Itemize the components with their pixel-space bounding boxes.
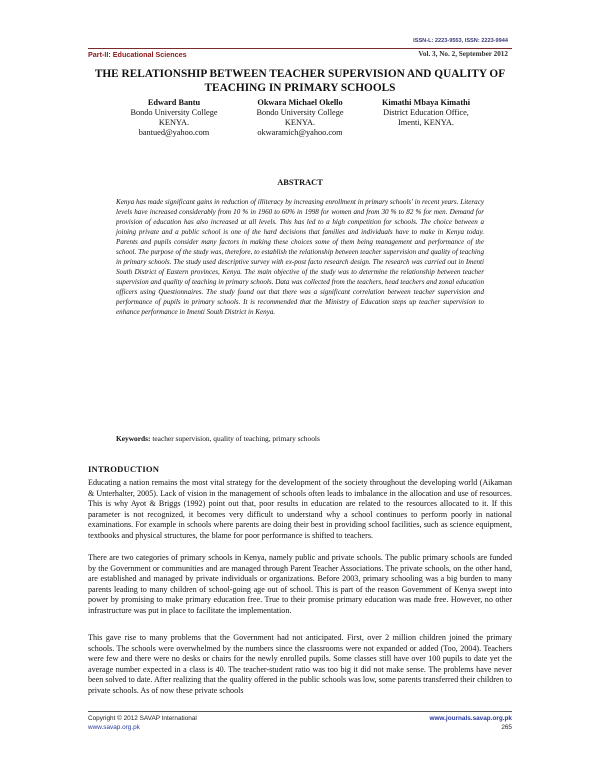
author-block bbox=[118, 98, 482, 144]
copyright-text: Copyright © 2012 SAVAP International bbox=[88, 715, 197, 722]
footer-right bbox=[429, 714, 512, 732]
journal-link[interactable]: www.journals.savap.org.pk bbox=[429, 715, 512, 722]
author-name: Okwara Michael Okello bbox=[257, 98, 343, 107]
introduction-heading: INTRODUCTION bbox=[88, 464, 160, 474]
author-3 bbox=[370, 98, 482, 128]
author-1 bbox=[118, 98, 230, 138]
running-header bbox=[88, 38, 512, 62]
author-name: Kimathi Mbaya Kimathi bbox=[381, 98, 471, 107]
author-country: KENYA. bbox=[158, 118, 190, 127]
keywords-text: teacher supervision, quality of teaching, primary schools bbox=[150, 434, 320, 443]
keywords-line bbox=[116, 434, 484, 443]
author-2 bbox=[240, 98, 360, 138]
header-rule bbox=[88, 48, 512, 49]
keywords-label: Keywords: bbox=[116, 434, 151, 443]
body-paragraph: There are two categories of primary schools in Kenya, namely public and private schools. The public primary schools are funded by the Government or communities and are managed through Parent Teacher Associations. The private schools, on the other hand, are established and managed by private individuals or organizations. Before 2003, primary schooling was a big burden to many parents leading to many children of school-going age out of school. This is part of the reason Government of Kenya swept into power by promising to make primary education free. True to their promise primary education was made free. However, no other infrastructure was put in place to facilitate the implementation. bbox=[88, 553, 512, 615]
page-number: 265 bbox=[501, 724, 512, 731]
savap-link[interactable]: www.savap.org.pk bbox=[88, 724, 140, 731]
abstract-heading: ABSTRACT bbox=[277, 178, 323, 187]
volume-label: Vol. 3, No. 2, September 2012 bbox=[418, 50, 508, 58]
author-affiliation: District Education Office, bbox=[383, 108, 469, 117]
author-email[interactable]: okwaramich@yahoo.com bbox=[257, 128, 343, 137]
author-country: Imenti, KENYA. bbox=[398, 118, 454, 127]
issn-text: ISSN-L: 2223-9553, ISSN: 2223-9944 bbox=[413, 38, 508, 44]
author-affiliation: Bondo University College bbox=[256, 108, 344, 117]
author-email[interactable]: bantued@yahoo.com bbox=[138, 128, 210, 137]
author-country: KENYA. bbox=[284, 118, 316, 127]
author-affiliation: Bondo University College bbox=[130, 108, 218, 117]
abstract-text: Kenya has made significant gains in reduction of illiteracy by increasing enrollment in primary schools' in recent years. Literacy levels have increased considerably from 10 % in 1960 to 60% in 1998 for women and from 30 % to 82 % for men. Demand for provision of education has also increased at all levels. This has led to a high competition for schools. The choice between a joining private and a public school is one of the hard decisions that families and individuals have to make in Kenya today. Parents and pupils consider many factors in making these choices some of them being management and performance of the school. The purpose of the study was, therefore, to establish the relationship between teacher supervision and quality of teaching in primary schools. The study used descriptive survey with ex-post facto research design. The research was carried out in Imenti South District of Eastern provinces, Kenya. The main objective of the study was to determine the relationship between teacher supervision and quality of teaching in primary schools. Data was collected from the teachers, head teachers and zonal education officers using Questionnaires. The study found out that there was a significant correlation between teacher supervision and performance of pupils in primary schools. It is recommended that the Ministry of Education steps up teacher supervision to enhance performance in Imenti South District in Kenya. bbox=[116, 198, 484, 316]
section-label: Part-II: Educational Sciences bbox=[88, 50, 187, 59]
footer-left bbox=[88, 714, 197, 732]
author-name: Edward Bantu bbox=[147, 98, 201, 107]
body-paragraph: Educating a nation remains the most vital strategy for the development of the society throughout the developing world (Aikaman & Unterhalter, 2005). Lack of vision in the management of schools often leads to imbalance in the allocation and use of resources. This is why Ayot & Briggs (1992) point out that, poor results in education are related to the resources allocated to it. If this parameter is not recognized, it becomes very difficult to understand why a school continues to perform poorly in national examinations. For example in schools where parents are doing their best in providing school facilities, such as science equipment, textbooks and physical structures, the blame for poor performance is shifted to teachers. bbox=[88, 478, 512, 540]
footer-rule bbox=[88, 711, 512, 712]
paper-title: THE RELATIONSHIP BETWEEN TEACHER SUPERVISION AND QUALITY OF TEACHING IN PRIMARY SCHOOLS bbox=[94, 68, 506, 94]
body-paragraph: This gave rise to many problems that the Government had not anticipated. First, over 2 million children joined the primary schools. The schools were overwhelmed by the numbers since the classrooms were not expanded or added (Too, 2004). Teachers were few and there were no desks or chairs for the newly enrolled pupils. Some classes still have over 100 pupils to date yet the average number expected in a class is 40. The teacher-student ratio was too big it did not make sense. The problems have never been solved to date. After realizing that the quality offered in the public schools was low, some parents transferred their children to private schools. As of now these private schools bbox=[88, 633, 512, 695]
